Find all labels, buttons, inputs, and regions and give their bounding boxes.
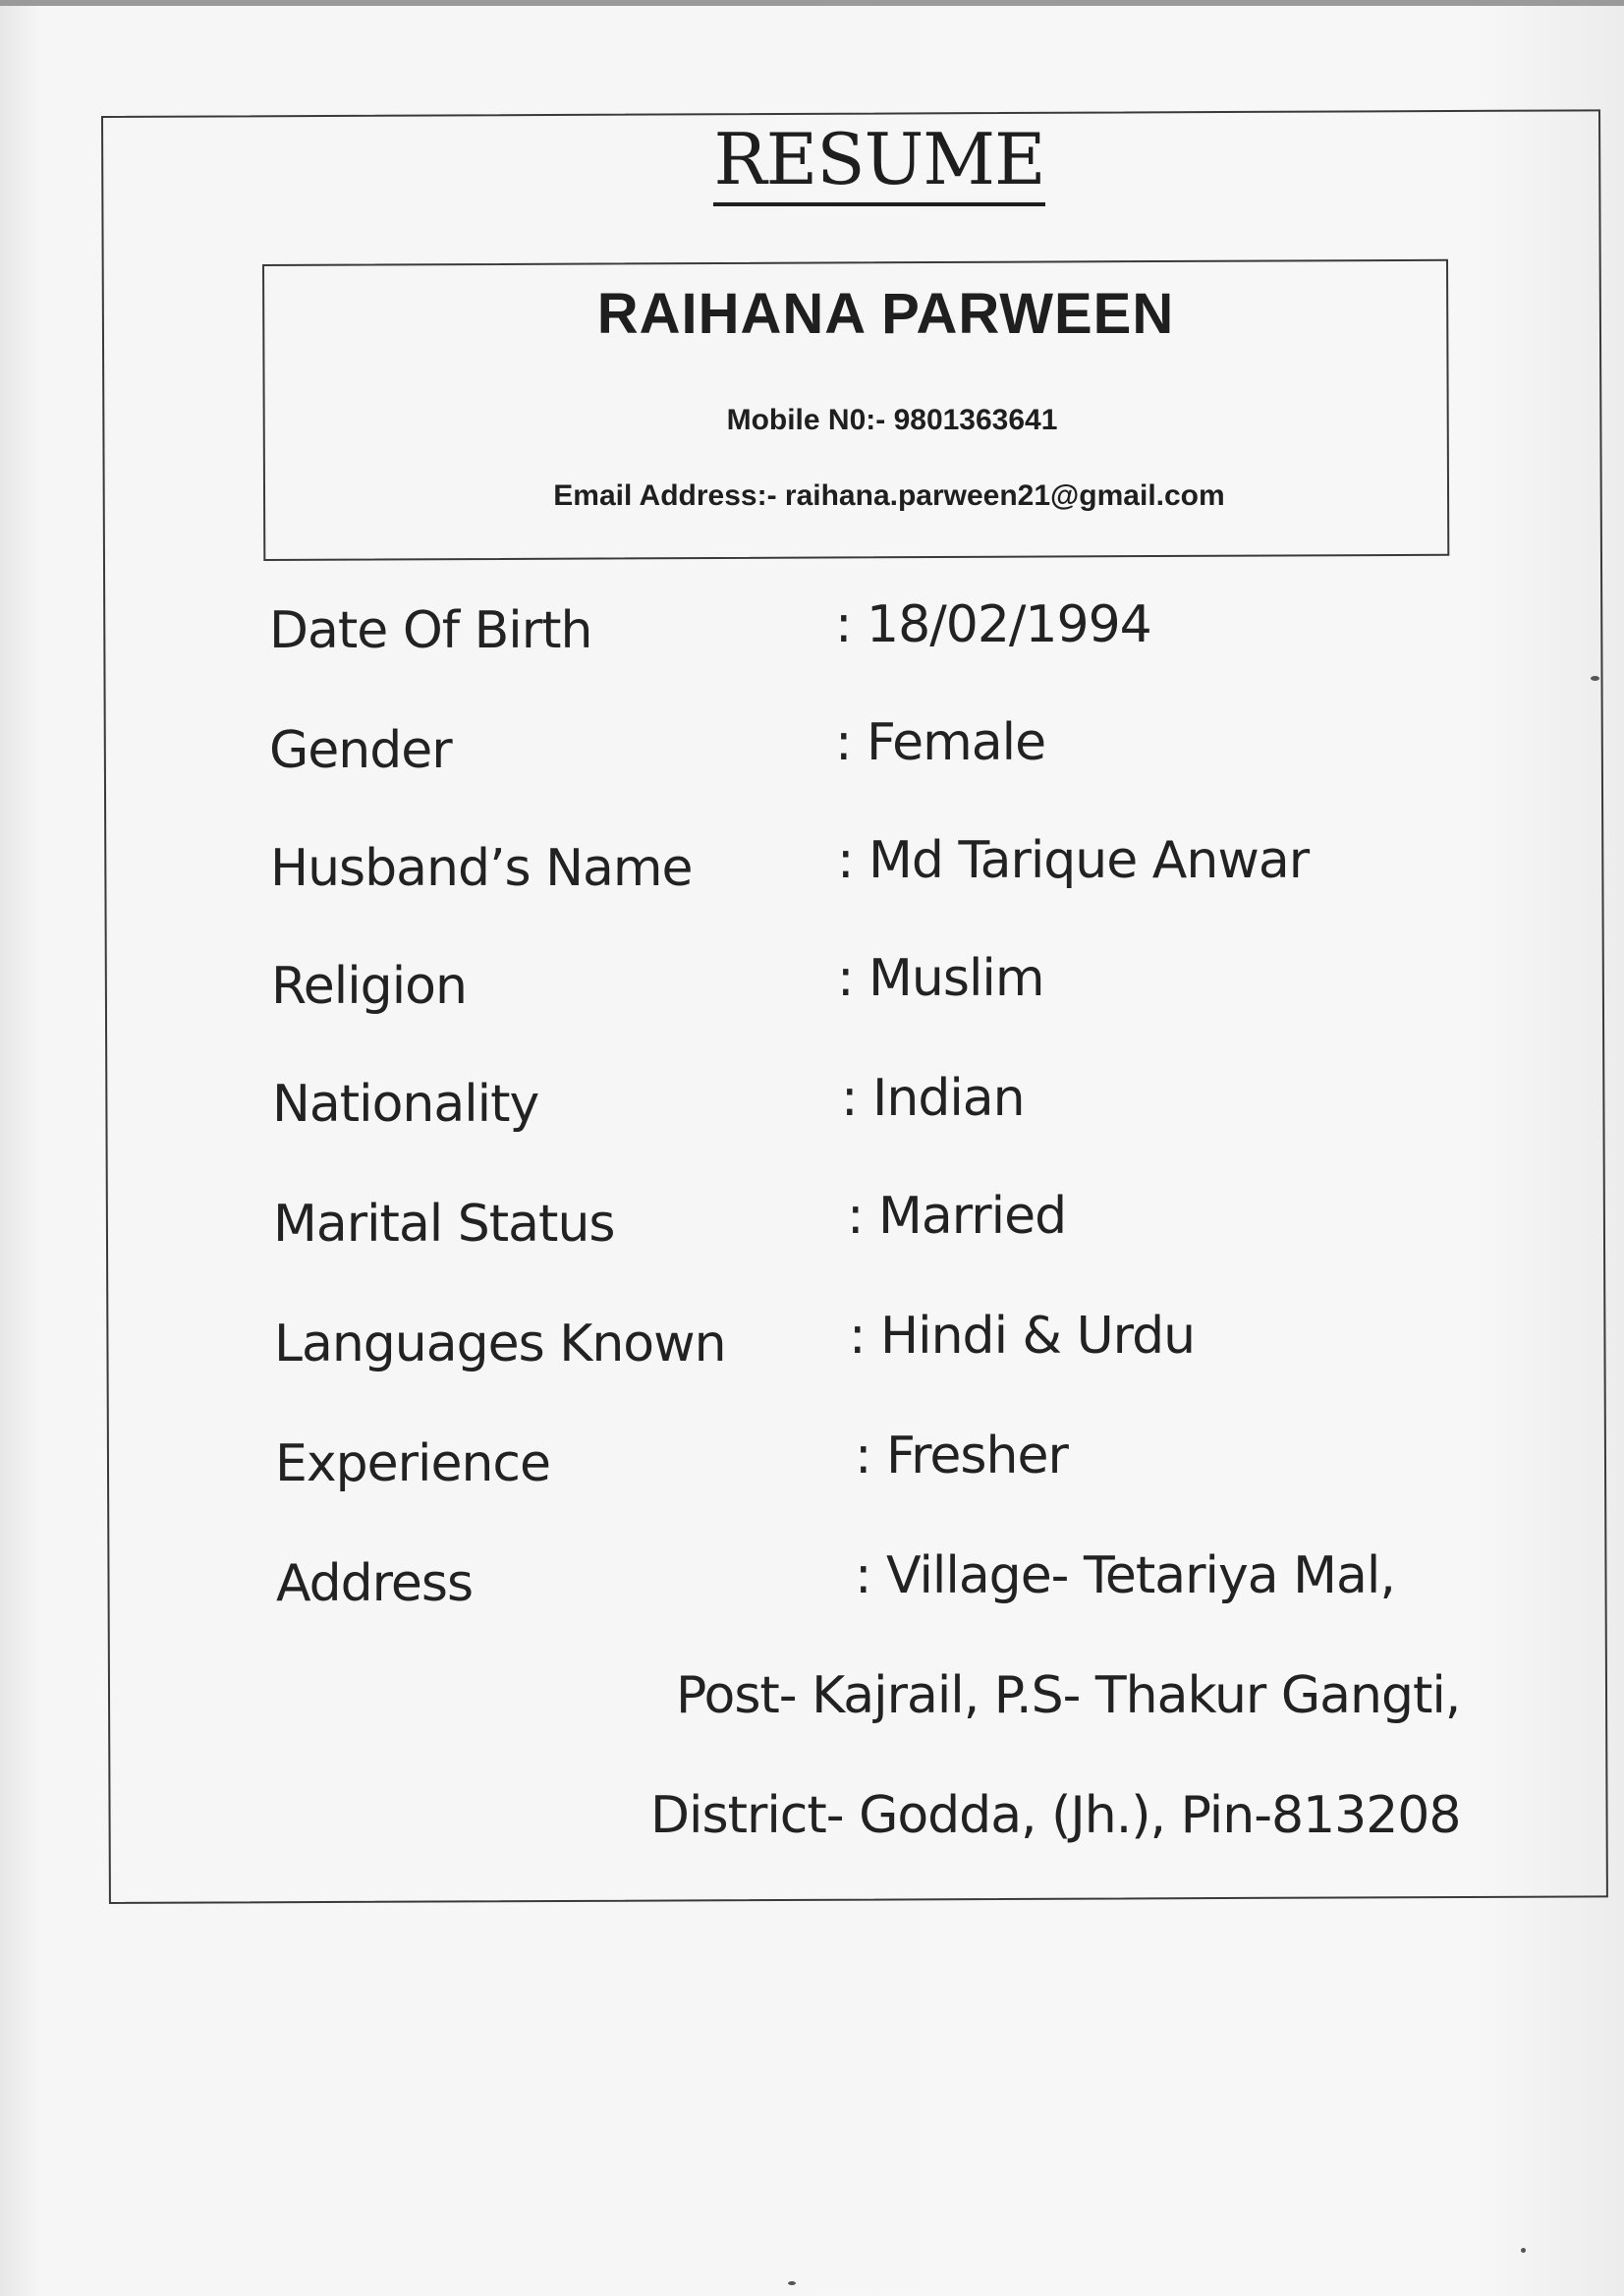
- scan-speck: [1521, 2248, 1526, 2253]
- value-gender: : Female: [835, 713, 1046, 772]
- label-address: Address: [276, 1554, 474, 1613]
- value-religion: : Muslim: [837, 949, 1044, 1008]
- document-heading: [0, 118, 1624, 200]
- mobile-number: Mobile N0:- 9801363641: [726, 404, 1058, 436]
- address-line-2: Post- Kajrail, P.S- Thakur Gangti,: [676, 1666, 1461, 1725]
- label-gender: Gender: [269, 721, 452, 780]
- label-languages: Languages Known: [274, 1315, 726, 1373]
- scan-speck: [788, 2281, 796, 2285]
- candidate-name: RAIHANA PARWEEN: [596, 282, 1175, 346]
- value-date-of-birth: : 18/02/1994: [835, 595, 1151, 654]
- heading-text: RESUME: [713, 118, 1044, 206]
- label-husband-name: Husband’s Name: [270, 839, 693, 898]
- email-address: Email Address:- raihana.parween21@gmail.com: [553, 479, 1225, 512]
- value-languages: : Hindi & Urdu: [849, 1307, 1196, 1366]
- value-marital-status: : Married: [847, 1187, 1067, 1246]
- label-marital-status: Marital Status: [273, 1195, 615, 1254]
- value-husband-name: : Md Tarique Anwar: [837, 831, 1310, 890]
- value-address: : Village- Tetariya Mal,: [855, 1546, 1395, 1605]
- scan-top-edge: [0, 0, 1624, 6]
- value-nationality: : Indian: [841, 1069, 1025, 1128]
- label-experience: Experience: [275, 1434, 550, 1493]
- value-experience: : Fresher: [855, 1427, 1068, 1485]
- label-nationality: Nationality: [272, 1075, 539, 1134]
- label-date-of-birth: Date Of Birth: [269, 601, 592, 660]
- address-line-3: District- Godda, (Jh.), Pin-813208: [650, 1786, 1461, 1845]
- label-religion: Religion: [271, 957, 467, 1016]
- scan-speck: [1591, 676, 1599, 681]
